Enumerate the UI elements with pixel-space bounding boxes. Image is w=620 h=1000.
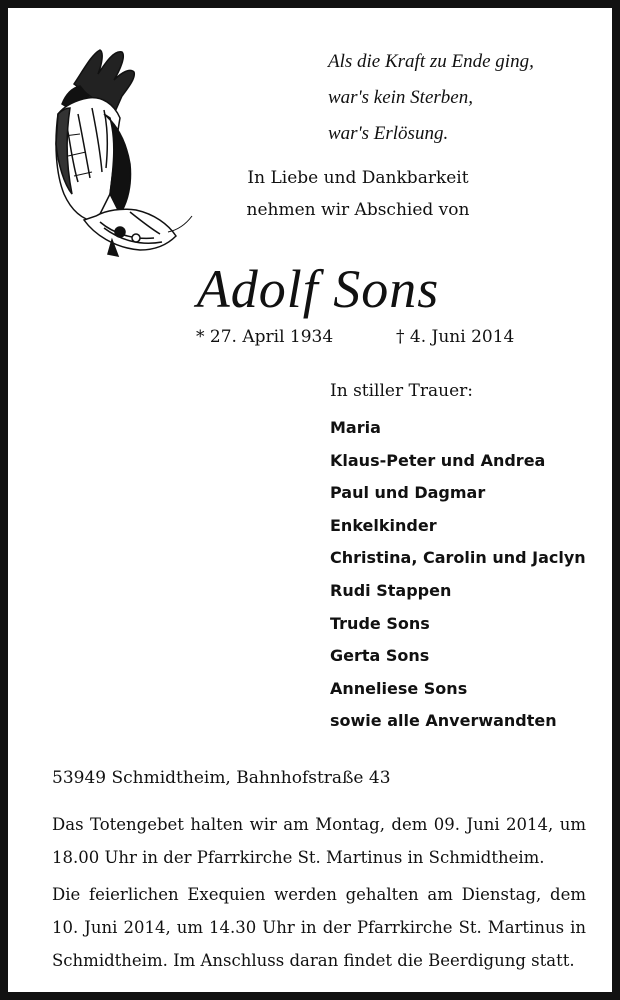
list-item: Enkelkinder <box>330 515 437 535</box>
prayer-paragraph: Das Totengebet halten wir am Montag, dem 09. Juni 2014, um 18.00 Uhr in der Pfarrkirche St. Martinus in Schmidtheim. <box>52 815 586 867</box>
address: 53949 Schmidtheim, Bahnhofstraße 43 <box>52 768 391 788</box>
poem-line: Als die Kraft zu Ende ging, <box>328 51 534 72</box>
list-item: Klaus-Peter und Andrea <box>330 450 546 470</box>
list-item: Paul und Dagmar <box>330 483 486 503</box>
intro-line-2: nehmen wir Abschied von <box>246 200 470 220</box>
poem-line: war's kein Sterben, <box>328 87 473 108</box>
poem-line: war's Erlösung. <box>328 123 449 144</box>
intro-line-1: In Liebe und Dankbarkeit <box>247 168 469 188</box>
mourners-heading: In stiller Trauer: <box>330 381 473 401</box>
mourners-list <box>330 412 586 738</box>
intro-text <box>208 162 508 226</box>
deceased-name: Adolf Sons <box>196 259 440 319</box>
list-item: Maria <box>330 418 381 437</box>
death-date: † 4. Juni 2014 <box>396 327 515 347</box>
list-item: Rudi Stappen <box>330 580 452 600</box>
funeral-paragraph: Die feierlichen Exequien werden gehalten am Dienstag, dem 10. Juni 2014, um 14.30 Uhr in der Pfarrkirche St. Martinus in Schmidtheim. Im Anschluss daran findet die Beerdigung statt. <box>52 885 586 970</box>
praying-hands-icon <box>44 44 194 260</box>
poem <box>328 44 588 152</box>
list-item: Christina, Carolin und Jaclyn <box>330 548 586 568</box>
birth-date: * 27. April 1934 <box>196 327 334 347</box>
list-item: sowie alle Anverwandten <box>330 711 557 731</box>
list-item: Gerta Sons <box>330 646 430 666</box>
list-item: Trude Sons <box>330 613 430 633</box>
list-item: Anneliese Sons <box>330 678 468 698</box>
